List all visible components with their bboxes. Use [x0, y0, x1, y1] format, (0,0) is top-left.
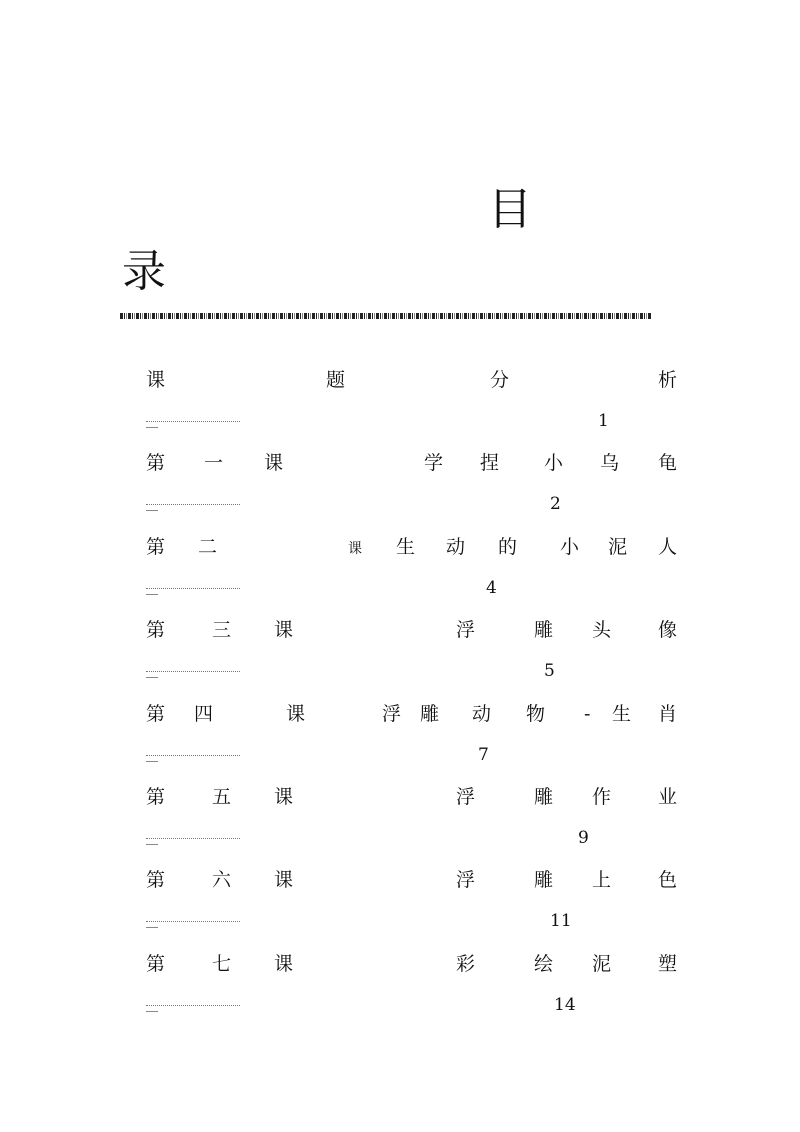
- toc-entry-char: 雕: [534, 786, 554, 808]
- toc-entry-char: 分: [490, 369, 510, 391]
- toc-entry-char: 一: [204, 452, 224, 474]
- toc-entry-char: 五: [212, 786, 232, 808]
- toc-title-char-1: 目: [488, 184, 532, 235]
- toc-entry-char: 第: [146, 786, 166, 808]
- toc-entry-char: 六: [212, 869, 232, 891]
- toc-entry-char: 泥: [608, 536, 628, 558]
- toc-entry-char: 课: [274, 619, 294, 641]
- toc-entry-char: 作: [592, 786, 612, 808]
- toc-entry-char: 动: [472, 703, 492, 725]
- toc-entry-char: 第: [146, 536, 166, 558]
- toc-entry-char: 七: [212, 953, 232, 975]
- toc-entry-char: 肖: [658, 703, 678, 725]
- toc-entry-char: 物: [526, 703, 546, 725]
- toc-entry-char: -: [584, 703, 591, 725]
- toc-entry-char: 课: [146, 369, 166, 391]
- toc-entry-title[interactable]: [146, 617, 678, 643]
- toc-page-number: 11: [550, 911, 572, 931]
- toc-leader: [146, 755, 240, 764]
- toc-entry-char: 雕: [420, 703, 440, 725]
- toc-entry-char: 龟: [658, 452, 678, 474]
- toc-entry-title[interactable]: [146, 784, 678, 810]
- toc-entry-char: 四: [194, 703, 214, 725]
- toc-leader: [146, 1005, 240, 1014]
- toc-entry-char: 绘: [534, 953, 554, 975]
- toc-entry-char: 第: [146, 703, 166, 725]
- toc-page-number: 1: [598, 411, 609, 431]
- toc-leader: [146, 421, 240, 430]
- toc-entry-char: 动: [446, 536, 466, 558]
- toc-entry-char: 浮: [382, 703, 402, 725]
- toc-entry-char: 课: [274, 869, 294, 891]
- toc-entry-char: 浮: [456, 619, 476, 641]
- toc-entry-char: 生: [612, 703, 632, 725]
- toc-entry-char: 第: [146, 619, 166, 641]
- toc-entry-title[interactable]: [146, 951, 678, 977]
- toc-entry-title[interactable]: [146, 534, 678, 560]
- toc-entry-char: 色: [658, 869, 678, 891]
- toc-entry-char: 塑: [658, 953, 678, 975]
- toc-entry-title[interactable]: [146, 450, 678, 476]
- toc-entry-char: 题: [326, 369, 346, 391]
- toc-entry-char: 雕: [534, 869, 554, 891]
- toc-leader: [146, 838, 240, 847]
- toc-entry-title[interactable]: [146, 367, 678, 393]
- toc-leader: [146, 921, 240, 930]
- toc-entry-char: 生: [396, 536, 416, 558]
- toc-entry-char: 课: [274, 786, 294, 808]
- toc-entry-char: 彩: [456, 953, 476, 975]
- toc-entry-char: 析: [658, 369, 678, 391]
- toc-entry-char: 第: [146, 953, 166, 975]
- toc-entry-char: 课: [264, 452, 284, 474]
- toc-entry-char: 小: [560, 536, 580, 558]
- toc-entry-char: 业: [658, 786, 678, 808]
- toc-entry-char: 二: [198, 536, 218, 558]
- toc-entry-char: 第: [146, 452, 166, 474]
- toc-entry-char: 人: [658, 536, 678, 558]
- toc-entry-char: 小: [544, 452, 564, 474]
- toc-entry-char: 课: [348, 541, 362, 557]
- toc-leader: [146, 504, 240, 513]
- title-divider: [120, 313, 652, 319]
- toc-entry-char: 的: [498, 536, 518, 558]
- toc-entry-char: 乌: [600, 452, 620, 474]
- toc-page-number: 14: [554, 995, 576, 1015]
- toc-page-number: 4: [486, 578, 497, 598]
- toc-entry-char: 浮: [456, 869, 476, 891]
- toc-page-number: 5: [544, 661, 555, 681]
- toc-entry-char: 浮: [456, 786, 476, 808]
- toc-entry-char: 第: [146, 869, 166, 891]
- toc-entry-char: 课: [274, 953, 294, 975]
- toc-entry-char: 泥: [592, 953, 612, 975]
- toc-leader: [146, 671, 240, 680]
- toc-entry-char: 上: [592, 869, 612, 891]
- toc-entry-title[interactable]: [146, 867, 678, 893]
- toc-entry-char: 学: [424, 452, 444, 474]
- toc-page-number: 7: [478, 745, 489, 765]
- toc-page-number: 2: [550, 494, 561, 514]
- toc-entry-char: 头: [592, 619, 612, 641]
- toc-entry-title[interactable]: [146, 701, 678, 727]
- toc-title-char-2: 录: [122, 246, 166, 297]
- toc-entry-char: 雕: [534, 619, 554, 641]
- toc-leader: [146, 588, 240, 597]
- toc-page-number: 9: [578, 828, 589, 848]
- toc-entry-char: 像: [658, 619, 678, 641]
- toc-entry-char: 课: [286, 703, 306, 725]
- toc-entry-char: 捏: [480, 452, 500, 474]
- toc-entry-char: 三: [212, 619, 232, 641]
